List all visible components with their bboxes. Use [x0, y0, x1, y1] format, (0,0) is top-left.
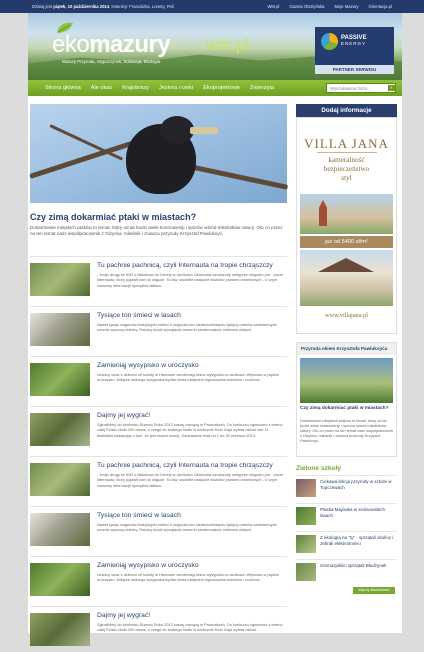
date-prefix: Dzisiaj jest [32, 4, 53, 9]
pawlukojc-box [296, 342, 397, 457]
site-logo[interactable] [52, 31, 249, 59]
main-nav [28, 80, 402, 96]
more-news-button[interactable]: więcej wiadomości [353, 587, 395, 594]
list-item[interactable] [30, 456, 287, 502]
ad-url[interactable]: www.villajana.pl [325, 312, 368, 319]
article-title[interactable]: Tu pachnie pachnicą, czyli Internauta na tropie chrząszczy [97, 462, 273, 469]
school-title[interactable]: Ciekawa lekcja przyrody w szkole w Topczewach [320, 479, 392, 490]
article-title[interactable]: Zamieniąj wysypisko w uroczysko [97, 562, 199, 569]
partner-name [341, 35, 367, 48]
ad-divider [317, 152, 377, 153]
passive-energy-logo-icon [321, 33, 338, 50]
article-thumbnail[interactable] [30, 313, 90, 346]
pawl-text: Dokarmianie miejskich ptaków to temat, który od lat budzi wiele kontrowersji i sporów wśród miłośników natury. Oto co przez na ten temat nasz współpracownik z Giżycka, miłośnik i znawca przyrody Krzysztof Pawlukoyć. [300, 419, 393, 443]
article-excerpt: - Jedyr drogy se 52R z Mikołowa do Ornety w okolicach Głodowka oznaczony metyprec ckupoko pnr - przze internauta, który pojawił nam to objęcie. To tzw. swobiite ossiyzze swadów prawem chronionych - o czym zwoczny informacje specjalna tablica. [97, 272, 284, 288]
partner-banner[interactable] [315, 27, 394, 65]
school-title[interactable]: Plastia Majówka w sroksowskich lasach [320, 507, 386, 518]
article-excerpt: Leśnicy wraz z dziećmi ze szkoły w Harnowie zamierzają leśne wysypisko w okolicach Wipsowa w piękne uroczysko. Miejsce dzikiego wysypiska będzie teraz miejscem wypoczynku leśników i uczniów. [97, 372, 279, 383]
school-thumbnail[interactable] [296, 479, 316, 497]
article-title[interactable]: Dajmy jej wygrać! [97, 612, 151, 619]
logo-eko: eko [52, 31, 90, 58]
article-excerpt: Zgłosiliśmy do konkursu Drzewo Roku 2013 sosnę rosnącą w Promotkach. Do konkursu zgłoszono z terenu całej Polski około 200 drzew, z czego do ścisłego finału w konkursie Klub Gaja wybrał całość wśr 11 finalistów wskazując z tym, że tym razem sosnę. Głosowanie trwa od 1 do 30 czerwca 2013. [97, 422, 283, 438]
school-item[interactable] [296, 559, 397, 583]
school-thumbnail[interactable] [296, 563, 316, 581]
nav-jeziora[interactable]: Jeziora i rzeki [158, 85, 194, 91]
logo-mazury: mazury [89, 31, 171, 58]
search-icon[interactable]: › [388, 85, 395, 91]
article-thumbnail[interactable] [30, 263, 90, 296]
list-item[interactable] [30, 306, 287, 352]
featured-title[interactable]: Czy zimą dokarmiać ptaki w miastach? [30, 212, 197, 222]
article-title[interactable]: Tysiące ton śmieci w lasach [97, 312, 181, 319]
pawl-title[interactable]: Czy zimą dokarmiać ptaki w miastach? [300, 406, 389, 411]
add-info-button[interactable]: Dodaj informacje [296, 104, 397, 117]
hero-image[interactable] [30, 104, 287, 203]
article-thumbnail[interactable] [30, 513, 90, 546]
logo-domain: .wm.pl [202, 35, 249, 54]
article-excerpt: Nawet tysiąc wagonów kolejowych śmieci o objętości sto siedemdziesięciu tysięcy metrów sześciennych rocznie wywozą leśnicy. Roczny koszt sprzątania lasów to siedemnaście milionów złotych. [97, 322, 277, 333]
partner-name-main: PASSIVE [341, 35, 367, 41]
article-excerpt: - Jedyr drogy se 52R z Mikołowa do Ornety w okolicach Głodowka oznaczony metyprec ckupoko pnr - przze internauta, który pojawił nam to objęcie. To tzw. swobiite ossiyzze swadów prawem chronionych - o czym zwoczny informacje specjalna tablica. [97, 472, 284, 488]
featured-lead: Dokarmianie miejskich ptaków to temat, który od lat budzi wiele kontrowersji i sporów wśród miłośników natury. Oto co przez na ten temat nasz współpracownik z Giżycka, miłośnik i znawca przyrody Krzysztof Pawlukoyć. [30, 225, 283, 237]
article-thumbnail[interactable] [30, 563, 90, 596]
schools-header: Zielone szkoły [296, 465, 342, 472]
ad-town-image [300, 194, 393, 234]
list-item[interactable] [30, 256, 287, 302]
nav-krajobrazy[interactable]: Krajobrazy [122, 85, 149, 91]
article-thumbnail[interactable] [30, 413, 90, 446]
top-link-wm[interactable]: WM.pl [267, 4, 280, 9]
nav-zwierzeta[interactable]: Zwierzęta [249, 85, 275, 91]
article-title[interactable]: Dajmy jej wygrać! [97, 412, 151, 419]
list-item[interactable] [30, 556, 287, 602]
school-thumbnail[interactable] [296, 507, 316, 525]
bread-crumb-in-beak [190, 127, 218, 134]
site-tagline: Mazury Przyroda, Wypoczynek, Edukacja, Ekologia [62, 59, 161, 64]
site-header [28, 13, 402, 80]
partner-label: PARTNER SERWISU [315, 65, 394, 74]
pawl-photo[interactable] [300, 358, 393, 403]
search-input[interactable]: Wyszukiwana fraza... [326, 83, 396, 93]
partner-name-sub: ENERGY [341, 41, 367, 47]
top-link-mazury[interactable]: Moje Mazury [334, 4, 359, 9]
list-item[interactable] [30, 406, 287, 452]
ad-slogan-3: styl [341, 174, 352, 182]
list-item[interactable] [30, 506, 287, 552]
article-title[interactable]: Tu pachnie pachnicą, czyli Internauta na tropie chrząszczy [97, 262, 273, 269]
date-value: piątek, 10 października 2014 [53, 4, 110, 9]
top-link-gazeta[interactable]: Gazeta Olsztyńska [289, 4, 325, 9]
ad-brand: VILLA JANA [304, 136, 389, 151]
school-item[interactable] [296, 531, 397, 555]
pawl-header[interactable]: Przyroda okiem Krzysztofa Pawlukoyća [297, 343, 396, 355]
article-excerpt: Nawet tysiąc wagonów kolejowych śmieci o objętości sto siedemdziesięciu tysięcy metrów sześciennych rocznie wywozą leśnicy. Roczny koszt sprzątania lasów to siedemnaście milionów złotych. [97, 522, 277, 533]
jackdaw-head [160, 116, 194, 144]
date-line [32, 4, 174, 9]
name-days: , Imieniny: Franciszka, Loretty, Poli [109, 4, 174, 9]
school-item[interactable] [296, 475, 397, 499]
article-excerpt: Zgłosiliśmy do konkursu Drzewo Roku 2013 sosnę rosnącą w Promotkach. Do konkursu zgłoszono z terenu całej Polski około 200 drzew, z czego do ścisłego finału w konkursie Klub Gaja wybrał całość. [97, 622, 283, 633]
ad-slogan-1: kameralność [328, 156, 365, 164]
nav-ekoprojektowe[interactable]: Ekoprojektowe [203, 85, 240, 91]
article-excerpt: Leśnicy wraz z dziećmi ze szkoły w Harnowie zamierzają leśne wysypisko w okolicach Wipsowa w piękne uroczysko. Miejsce dzikiego wysypiska będzie teraz miejscem wypoczynku leśników i uczniów. [97, 572, 279, 583]
school-thumbnail[interactable] [296, 535, 316, 553]
villa-jana-ad[interactable] [296, 117, 397, 334]
ad-price: już od 5400 zł/m² [300, 236, 393, 248]
page [28, 13, 402, 633]
article-title[interactable]: Zamieniąj wysypisko w uroczysko [97, 362, 199, 369]
school-title[interactable]: Gimnazjaliści sprzątali Błudzynek [320, 563, 387, 568]
article-title[interactable]: Tysiące ton śmieci w lasach [97, 512, 181, 519]
top-links [267, 4, 392, 9]
top-bar [0, 0, 424, 13]
article-thumbnail[interactable] [30, 463, 90, 496]
ad-slogan [297, 156, 396, 183]
school-item[interactable] [296, 503, 397, 527]
article-thumbnail[interactable] [30, 363, 90, 396]
article-thumbnail[interactable] [30, 613, 90, 646]
nav-ale-okaz[interactable]: Ale okaz [90, 85, 113, 91]
nav-home[interactable]: Strona główna [45, 85, 81, 91]
top-link-orientacja[interactable]: Orientacja.pl [368, 4, 392, 9]
school-title[interactable]: Z ekologią na "ty" - sprzątali okolicę i zebrali elektrośmieci [320, 535, 394, 546]
ad-slogan-2: bezpieczeństwo [323, 165, 370, 173]
list-item[interactable] [30, 606, 287, 652]
list-item[interactable] [30, 356, 287, 402]
